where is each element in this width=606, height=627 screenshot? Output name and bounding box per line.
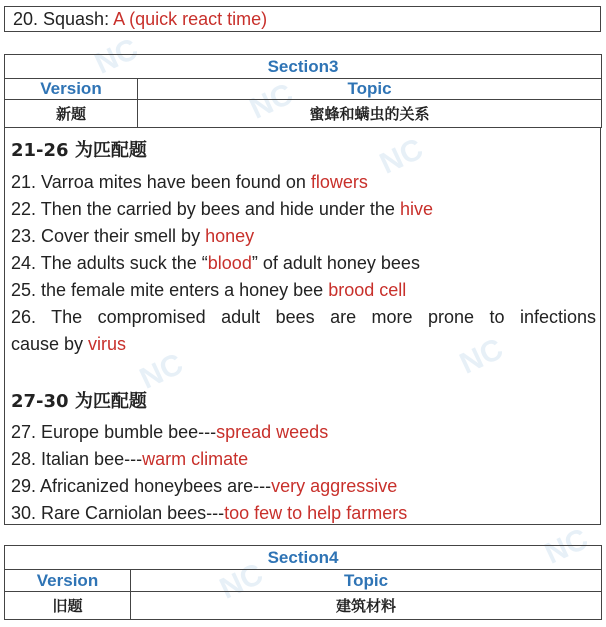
section3-version: 新题 [5,100,138,128]
group1-title: 21-26 为匹配题 [11,140,147,161]
item-20-answer: A (quick react time) [113,9,268,29]
section3-title: Section3 [5,55,602,79]
section4-title: Section4 [5,546,602,570]
list-item: 23. Cover their smell by honey [11,226,255,246]
watermark-logo: NC [454,332,509,381]
section3-content [4,127,601,525]
list-item: 25. the female mite enters a honey bee brood cell [11,280,407,300]
list-item: 30. Rare Carniolan bees---too few to help farmers [11,503,408,523]
section3-header-table [4,54,602,128]
item-26-line2: cause by virus [11,334,127,354]
item-20-text: 20. Squash: [13,9,114,29]
section3-topic: 蜜蜂和螨虫的关系 [138,100,602,128]
section3-version-header: Version [5,79,138,100]
section4-topic-header: Topic [131,570,602,592]
list-item: 29. Africanized honeybees are---very aggressive [11,476,398,496]
list-item: 21. Varroa mites have been found on flowers [11,172,368,192]
watermark-logo: NC [539,522,594,571]
watermark-logo: NC [374,132,429,181]
watermark-logo: NC [89,32,144,81]
watermark-logo: NC [134,347,189,396]
section4-header-table [4,545,602,620]
list-item: 28. Italian bee---warm climate [11,449,249,469]
watermark-logo: NC [244,77,299,126]
section4-version: 旧题 [5,592,131,620]
list-item: 24. The adults suck the “blood” of adult honey bees [11,253,420,273]
item-26-line1: 26. The compromised adult bees are more prone to infections [11,307,596,327]
list-item: 27. Europe bumble bee---spread weeds [11,422,329,442]
watermark-logo: NC [214,557,269,606]
section4-topic: 建筑材料 [131,592,602,620]
item-20-row [4,6,601,32]
group2-title: 27-30 为匹配题 [11,391,147,412]
section3-topic-header: Topic [138,79,602,100]
list-item: 22. Then the carried by bees and hide under the hive [11,199,433,219]
section4-version-header: Version [5,570,131,592]
